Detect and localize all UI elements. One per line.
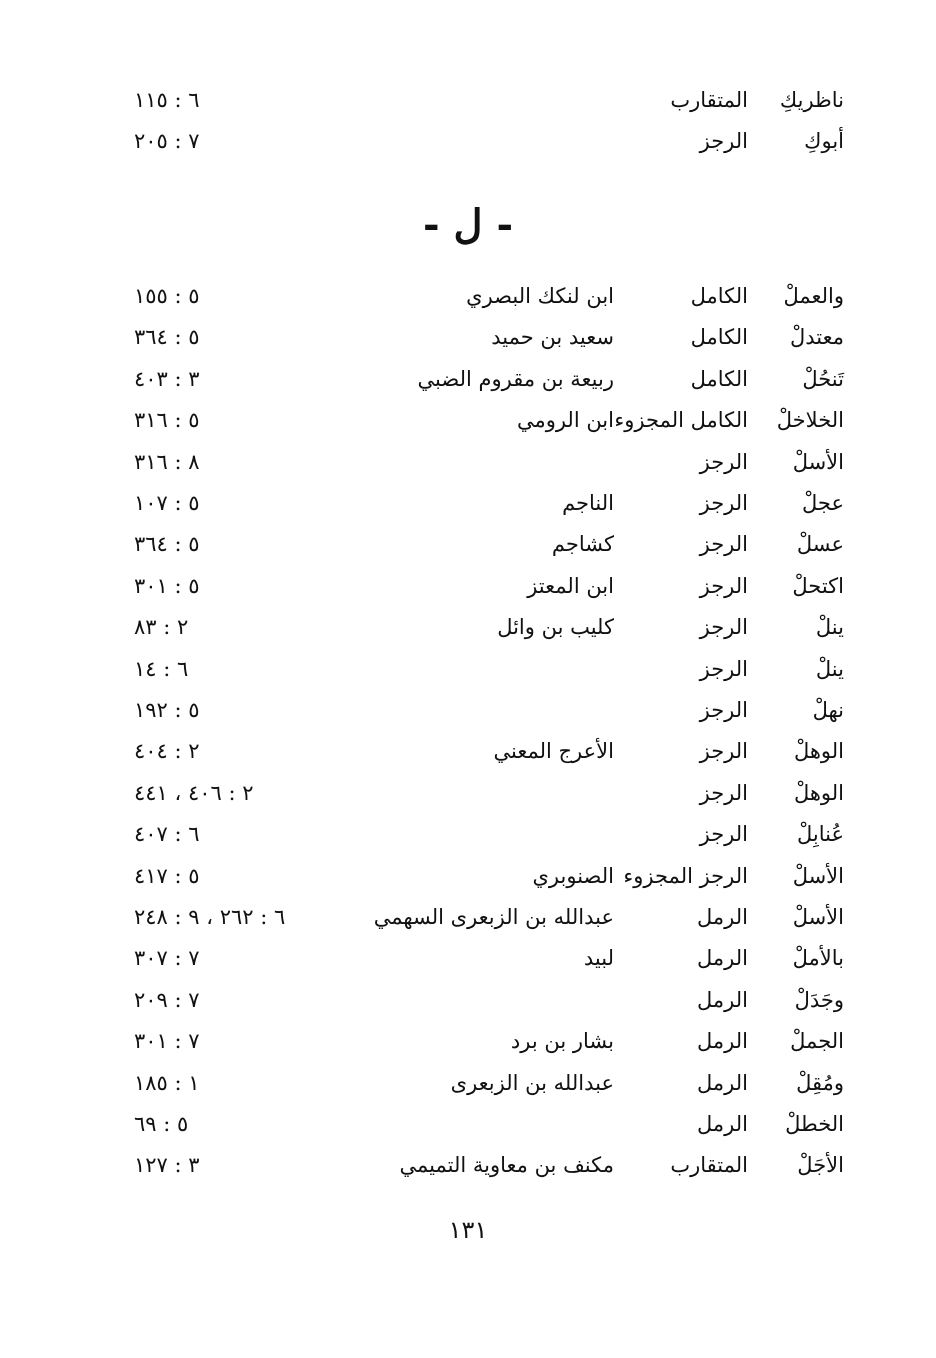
meter: الرجز — [699, 739, 748, 763]
index-row — [0, 1145, 936, 1185]
index-row — [0, 938, 936, 978]
meter: الرجز — [699, 822, 748, 846]
poet: ابن الرومي — [516, 408, 614, 432]
poet: كشاجم — [551, 532, 614, 556]
reference: ٦ : ١١٥ — [134, 88, 200, 112]
rhyme-word: الأسلْ — [792, 450, 844, 474]
index-row — [0, 814, 936, 854]
reference: ٨ : ٣١٦ — [134, 450, 200, 474]
index-row — [0, 897, 936, 937]
rhyme-word: ومُقِلْ — [796, 1071, 844, 1095]
meter: الكامل المجزوء — [614, 408, 748, 432]
meter: الرمل — [697, 1029, 748, 1053]
poet: لبيد — [583, 946, 614, 970]
reference: ٥ : ٣٦٤ — [134, 325, 200, 349]
meter: الرجز — [699, 698, 748, 722]
rhyme-word: ناظريكِ — [779, 88, 844, 112]
poet: ابن المعتز — [527, 574, 614, 598]
poet: سعيد بن حميد — [491, 325, 614, 349]
meter: الرجز — [699, 450, 748, 474]
section-heading: - ل - — [422, 201, 514, 248]
meter: الرجز — [699, 657, 748, 681]
meter: الرجز — [699, 574, 748, 598]
rhyme-word: تَنحُلْ — [802, 367, 844, 391]
index-row — [0, 773, 936, 813]
rhyme-word: الأجَلْ — [797, 1153, 844, 1177]
poet: مكنف بن معاوية التميمي — [399, 1153, 614, 1177]
page-number: ١٣١ — [448, 1216, 488, 1244]
poet: ابن لنكك البصري — [466, 284, 614, 308]
reference: ٥ : ٤١٧ — [134, 864, 200, 888]
meter: الرمل — [697, 988, 748, 1012]
rhyme-word: بالأملْ — [792, 946, 844, 970]
meter: الكامل — [690, 325, 748, 349]
meter: الرجز — [699, 532, 748, 556]
reference: ٢ : ٨٣ — [134, 615, 189, 639]
index-row — [0, 317, 936, 357]
rhyme-word: الأسلْ — [792, 864, 844, 888]
poet: الأعرج المعني — [493, 739, 614, 763]
rhyme-word: الخلاخلْ — [776, 408, 844, 432]
poet: بشار بن برد — [510, 1029, 614, 1053]
rhyme-word: ينلْ — [815, 615, 844, 639]
reference: ٥ : ١٠٧ — [134, 491, 200, 515]
meter: الرجز — [699, 129, 748, 153]
meter: الرجز — [699, 781, 748, 805]
rhyme-word: عُنابِلْ — [796, 822, 844, 846]
reference: ٢ : ٤٠٤ — [134, 739, 200, 763]
index-row — [0, 442, 936, 482]
rhyme-word: أبوكِ — [804, 129, 844, 153]
index-row — [0, 649, 936, 689]
index-row — [0, 980, 936, 1020]
rhyme-word: نهلْ — [812, 698, 844, 722]
reference: ٧ : ٣٠٧ — [134, 946, 200, 970]
index-row — [0, 1063, 936, 1103]
index-row — [0, 121, 936, 161]
reference: ٥ : ١٥٥ — [134, 284, 200, 308]
index-row — [0, 1104, 936, 1144]
reference: ٣ : ١٢٧ — [134, 1153, 200, 1177]
reference: ٥ : ١٩٢ — [134, 698, 200, 722]
index-row — [0, 856, 936, 896]
meter: الرجز — [699, 615, 748, 639]
rhyme-word: الجملْ — [790, 1029, 844, 1053]
meter: الرجز — [699, 491, 748, 515]
meter: المتقارب — [670, 88, 748, 112]
reference: ٧ : ٢٠٩ — [134, 988, 200, 1012]
index-row — [0, 1021, 936, 1061]
reference: ٣ : ٤٠٣ — [134, 367, 200, 391]
reference: ٥ : ٣١٦ — [134, 408, 200, 432]
poet: عبدالله بن الزبعرى — [450, 1071, 614, 1095]
meter: الرمل — [697, 946, 748, 970]
rhyme-word: وجَدَلْ — [794, 988, 844, 1012]
rhyme-word: الوهلْ — [793, 781, 844, 805]
reference: ١ : ١٨٥ — [134, 1071, 200, 1095]
index-row — [0, 359, 936, 399]
index-row — [0, 566, 936, 606]
rhyme-word: والعملْ — [783, 284, 844, 308]
rhyme-word: الأسلْ — [792, 905, 844, 929]
meter: الرجز المجزوء — [623, 864, 748, 888]
rhyme-word: ينلْ — [815, 657, 844, 681]
meter: الرمل — [697, 905, 748, 929]
index-row — [0, 276, 936, 316]
meter: الكامل — [690, 284, 748, 308]
poet: كليب بن وائل — [497, 615, 614, 639]
index-row — [0, 690, 936, 730]
reference: ٧ : ٣٠١ — [134, 1029, 200, 1053]
reference: ٥ : ٦٩ — [134, 1112, 189, 1136]
reference: ٦ : ٤٠٧ — [134, 822, 200, 846]
index-row — [0, 731, 936, 771]
rhyme-word: عسلْ — [796, 532, 844, 556]
rhyme-word: اكتحلْ — [792, 574, 844, 598]
reference: ٢ : ٤٠٦ ، ٤٤١ — [134, 781, 254, 805]
index-row — [0, 524, 936, 564]
poet: ربيعة بن مقروم الضبي — [417, 367, 614, 391]
reference: ٧ : ٢٠٥ — [134, 129, 200, 153]
meter: الرمل — [697, 1071, 748, 1095]
meter: الرمل — [697, 1112, 748, 1136]
rhyme-word: الخطلْ — [785, 1112, 844, 1136]
poet: الناجم — [562, 491, 614, 515]
reference: ٥ : ٣٦٤ — [134, 532, 200, 556]
poet: الصنوبري — [532, 864, 614, 888]
index-row — [0, 400, 936, 440]
meter: الكامل — [690, 367, 748, 391]
reference: ٦ : ١٤ — [134, 657, 189, 681]
index-row — [0, 607, 936, 647]
reference: ٦ : ٢٦٢ ، ٩ : ٢٤٨ — [134, 905, 286, 929]
rhyme-word: معتدلْ — [790, 325, 844, 349]
index-row — [0, 483, 936, 523]
index-row — [0, 80, 936, 120]
poet: عبدالله بن الزبعرى السهمي — [373, 905, 614, 929]
rhyme-word: الوهلْ — [793, 739, 844, 763]
rhyme-word: عجلْ — [802, 491, 844, 515]
reference: ٥ : ٣٠١ — [134, 574, 200, 598]
meter: المتقارب — [670, 1153, 748, 1177]
